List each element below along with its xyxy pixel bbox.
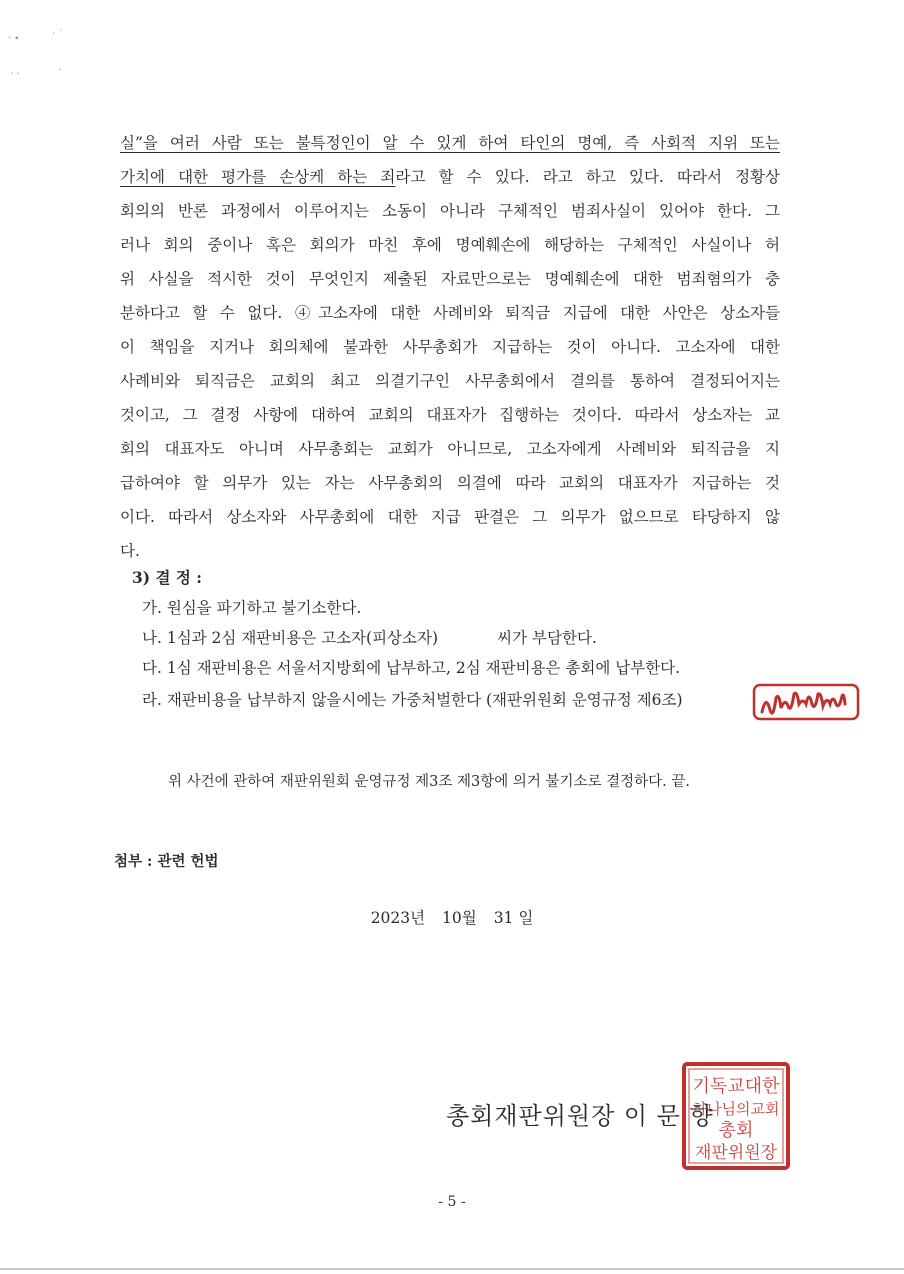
body-text: 라고 할 수 있다. 라고 하고 있다. 따라서 정황상 <box>395 168 780 186</box>
body-text: 위 사실을 적시한 것이 무엇인지 제출된 자료만으로는 명예훼손에 대한 범죄혐의가 충 <box>120 270 780 288</box>
body-text: 다. <box>120 542 140 560</box>
body-text: 급하여야 할 의무가 있는 자는 사무총회의 의결에 따라 교회의 대표자가 지급하는 것 <box>120 474 780 492</box>
body-text: 회의 대표자도 아니며 사무총회는 교회가 아니므로, 고소자에게 사례비와 퇴직금을 지 <box>120 440 780 458</box>
scan-speck: · · <box>10 69 20 80</box>
conclusion-text: 위 사건에 관하여 재판위원회 운영규정 제3조 제3항에 의거 불기소로 결정하다. 끝. <box>168 774 690 790</box>
document-date <box>0 906 904 930</box>
scan-speck: · ∙ <box>8 33 20 44</box>
body-line <box>120 364 780 398</box>
date-year: 2023년 <box>370 909 426 927</box>
underlined-text: 가치에 대한 평가를 손상케 하는 죄 <box>120 168 396 186</box>
scan-speck: · <box>58 65 62 76</box>
body-line <box>120 534 780 568</box>
body-line <box>120 262 780 296</box>
body-text: 것이고, 그 결정 사항에 대하여 교회의 대표자가 집행하는 것이다. 따라서 상소자는 교 <box>120 406 780 424</box>
red-stamp-icon <box>752 682 860 722</box>
decision-item: 가. 원심을 파기하고 불기소한다. <box>142 599 362 617</box>
seal-line: 기독교대한 <box>692 1076 780 1097</box>
date-day: 31 일 <box>493 909 534 927</box>
date-month: 10월 <box>442 909 477 927</box>
signer-name: 총회재판위원장 이 문 향 <box>446 1102 714 1130</box>
decision-item: 나. 1심과 2심 재판비용은 고소자(피상소자) 씨가 부담한다. <box>142 629 597 647</box>
page-number: - 5 - <box>438 1194 466 1210</box>
seal-line: 하나님의교회 <box>692 1100 780 1118</box>
body-text: 이 책임을 지거나 회의체에 불과한 사무총회가 지급하는 것이 아니다. 고소자에 대한 <box>120 338 780 356</box>
body-line <box>120 160 780 194</box>
scan-speck: · ˙ <box>52 29 64 40</box>
body-text: 분하다고 할 수 없다. ④고소자에 대한 사례비와 퇴직금 지급에 대한 사안은 상소자들 <box>120 304 780 322</box>
decision-item: 다. 1심 재판비용은 서울서지방회에 납부하고, 2심 재판비용은 총회에 납부한다. <box>142 659 681 677</box>
body-line <box>120 228 780 262</box>
body-line <box>120 500 780 534</box>
body-paragraph <box>120 126 780 568</box>
seal-line: 재판위원장 <box>694 1143 778 1163</box>
decision-item: 라. 재판비용을 납부하지 않을시에는 가중처벌한다 (재판위원회 운영규정 제6조) <box>142 691 683 709</box>
body-text: 사례비와 퇴직금은 교회의 최고 의결기구인 사무총회에서 결의를 통하여 결정되어지는 <box>120 372 780 390</box>
body-line <box>120 194 780 228</box>
seal-line: 총회 <box>718 1120 754 1141</box>
body-line <box>120 126 780 160</box>
body-line <box>120 432 780 466</box>
attachment-label: 첨부 : 관련 헌법 <box>114 853 219 870</box>
body-line <box>120 330 780 364</box>
official-seal-icon <box>680 1060 792 1172</box>
body-text: 이다. 따라서 상소자와 사무총회에 대한 지급 판결은 그 의무가 없으므로 타당하지 않 <box>120 508 780 526</box>
body-line <box>120 296 780 330</box>
body-text: 회의의 반론 과정에서 이루어지는 소동이 아니라 구체적인 범죄사실이 있어야 한다. 그 <box>120 202 780 220</box>
decision-heading: 3) 결 정 : <box>132 568 202 587</box>
body-text: 러나 회의 중이나 혹은 회의가 마친 후에 명예훼손에 해당하는 구체적인 사실이나 허 <box>120 236 780 254</box>
page-bottom-edge <box>0 1268 904 1270</box>
body-line <box>120 466 780 500</box>
body-line <box>120 398 780 432</box>
underlined-text: 실”을 여러 사람 또는 불특정인이 알 수 있게 하여 타인의 명예, 즉 사회적 지위 또는 <box>120 134 780 152</box>
